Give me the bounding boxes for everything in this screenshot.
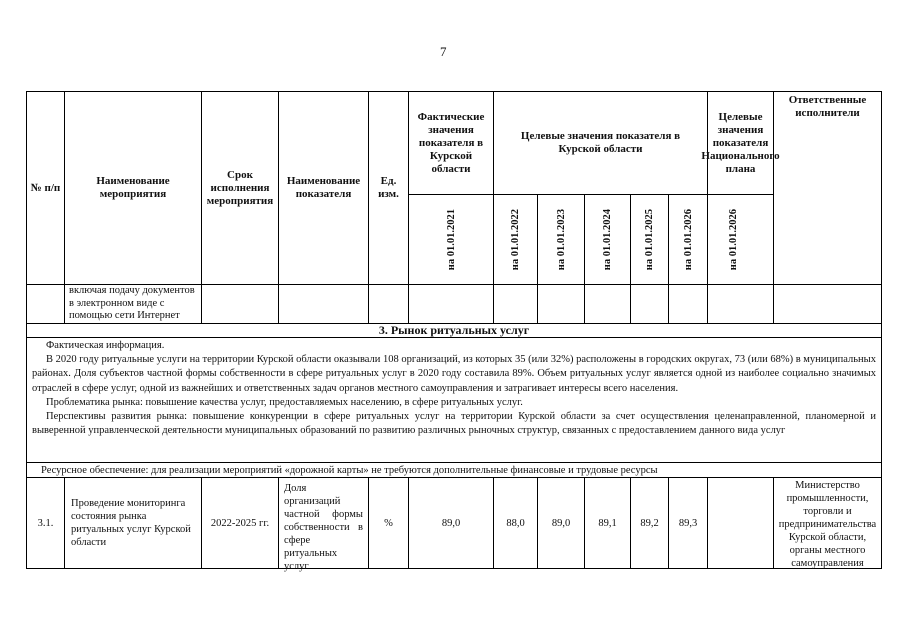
cont-cell-deadline	[201, 284, 279, 324]
cont-cell-actual	[408, 284, 494, 324]
row-actual-value: 89,0	[408, 477, 494, 569]
cont-cell-responsible	[773, 284, 882, 324]
cont-cell-num	[26, 284, 65, 324]
row-target-2023: 89,0	[537, 477, 585, 569]
header-indicator-name: Наименование показателя	[278, 91, 369, 285]
row-target-2025: 89,2	[630, 477, 669, 569]
header-actual-values: Фактические значения показателя в Курской области	[408, 91, 494, 195]
header-event-name: Наименование мероприятия	[64, 91, 202, 285]
cont-cell-2026	[668, 284, 708, 324]
info-paragraph: В 2020 году ритуальные услуги на территории Курской области оказывали 108 организаций, из которых 35 (или 32%) расположены в городских округах, 73 (или 68%) в муниципальных районах. Доля субъектов частной формы собственности в сфере ритуальных услуг в 2020 году составила 89%. Объем ритуальных услуг является одной из наиболее социально значимых отраслей в сфере услуг, одной из важнейших и ответственных задач органов местного самоуправления и затрагивает интересы всего населения.	[32, 354, 876, 394]
row-unit: %	[368, 477, 409, 569]
row-deadline: 2022-2025 гг.	[201, 477, 279, 569]
header-unit: Ед. изм.	[368, 91, 409, 285]
info-block	[26, 337, 882, 463]
info-paragraph: Фактическая информация.	[46, 340, 165, 351]
row-event: Проведение мониторинга состояния рынка ритуальных услуг Курской области	[64, 477, 202, 569]
date-column-2021: на 01.01.2021	[408, 194, 494, 285]
row-target-2022: 88,0	[493, 477, 538, 569]
row-number: 3.1.	[26, 477, 65, 569]
header-num: № п/п	[26, 91, 65, 285]
date-column-2025: на 01.01.2025	[630, 194, 669, 285]
cont-cell-indicator	[278, 284, 369, 324]
cont-cell-2023	[537, 284, 585, 324]
date-column-2022: на 01.01.2022	[493, 194, 538, 285]
header-national-target: Целевые значения показателя Национального плана	[707, 91, 774, 195]
header-deadline: Срок исполнения мероприятия	[201, 91, 279, 285]
cont-cell-unit	[368, 284, 409, 324]
roadmap-table	[26, 91, 882, 572]
header-target-values: Целевые значения показателя в Курской области	[493, 91, 708, 195]
row-national-target	[707, 477, 774, 569]
page-number: 7	[440, 44, 447, 59]
cont-cell-2022	[493, 284, 538, 324]
row-responsible: Министерство промышленности, торговли и предпринимательства Курской области, органы местного самоуправления	[773, 477, 882, 569]
date-column-2023: на 01.01.2023	[537, 194, 585, 285]
cont-cell-2024	[584, 284, 631, 324]
info-paragraph: Перспективы развития рынка: повышение конкуренции в сфере ритуальных услуг на территории Курской области за счет осуществления целенаправленной, планомерной и выверенной управленческой деятельности муниципальных образований по развитию различных рыночных структур, связанных с предоставлением данного вида услуг	[32, 411, 876, 437]
cont-cell-2025	[630, 284, 669, 324]
row-target-2026: 89,3	[668, 477, 708, 569]
cont-cell-national	[707, 284, 774, 324]
resource-text: Ресурсное обеспечение: для реализации мероприятий «дорожной карты» не требуются дополнительные финансовые и трудовые ресурсы	[26, 462, 882, 478]
date-column-national: на 01.01.2026	[707, 194, 774, 285]
continued-text: включая подачу документов в электронном виде с помощью сети Интернет	[64, 284, 202, 324]
date-column-2024: на 01.01.2024	[584, 194, 631, 285]
header-responsible: Ответственные исполнители	[773, 91, 882, 285]
date-column-2026: на 01.01.2026	[668, 194, 708, 285]
row-target-2024: 89,1	[584, 477, 631, 569]
row-indicator: Доля организаций частной формы собственности в сфере ритуальных услуг	[278, 477, 369, 569]
section-title: 3. Рынок ритуальных услуг	[26, 323, 882, 338]
info-paragraph: Проблематика рынка: повышение качества услуг, предоставляемых населению, в сфере ритуальных услуг.	[46, 396, 523, 408]
